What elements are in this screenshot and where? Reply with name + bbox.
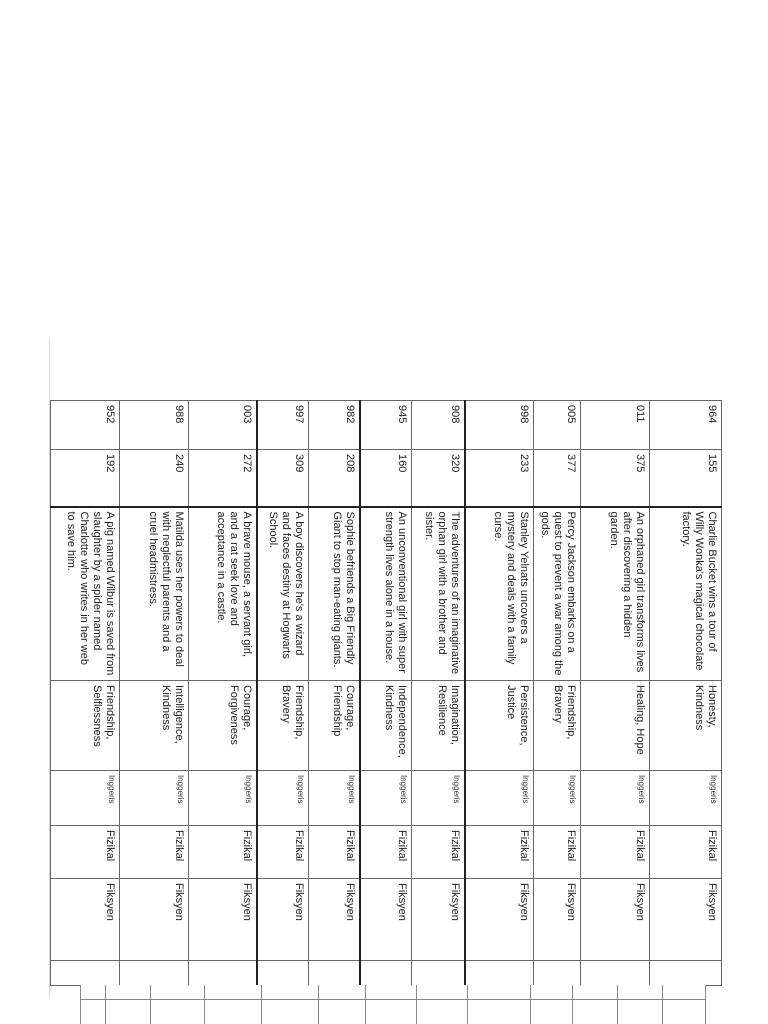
table-row — [650, 401, 722, 986]
genre-cell: Fiksyen — [580, 879, 650, 961]
table-row — [465, 401, 534, 986]
extra-cell — [257, 961, 308, 986]
pages-cell: 240 — [119, 450, 189, 507]
format-cell: Fizikal — [308, 826, 360, 879]
summary-cell: The adventures of an imaginative orphan girl with a brother and sister. — [412, 507, 465, 681]
themes-cell: Friendship, Selflessness — [51, 681, 120, 771]
themes-cell: Independence, Kindness — [360, 681, 411, 771]
summary-cell: Charlie Bucket wins a tour of Willy Wonka's magical chocolate factory. — [650, 507, 722, 681]
code-cell: 964 — [650, 401, 722, 450]
table-row — [360, 401, 411, 986]
pages-cell: 377 — [533, 450, 580, 507]
genre-cell: Fiksyen — [119, 879, 189, 961]
extra-cell — [533, 961, 580, 986]
language-cell: Inggeris — [189, 771, 258, 826]
pages-cell: 272 — [189, 450, 258, 507]
genre-cell: Fiksyen — [360, 879, 411, 961]
table-row — [412, 401, 465, 986]
pages-cell: 320 — [412, 450, 465, 507]
code-cell: 988 — [119, 401, 189, 450]
language-cell: Inggeris — [412, 771, 465, 826]
format-cell: Fizikal — [119, 826, 189, 879]
summary-cell: A brave mouse, a servant girl, and a rat seek love and acceptance in a castle. — [189, 507, 258, 681]
summary-cell: Stanley Yelnats uncovers a mystery and deals with a family curse. — [465, 507, 534, 681]
table-row — [308, 401, 360, 986]
genre-cell: Fiksyen — [257, 879, 308, 961]
themes-cell: Courage, Forgiveness — [189, 681, 258, 771]
pages-cell: 233 — [465, 450, 534, 507]
table-row — [189, 401, 258, 986]
code-cell: 998 — [465, 401, 534, 450]
themes-cell: Friendship, Bravery — [533, 681, 580, 771]
format-cell: Fizikal — [465, 826, 534, 879]
extra-cell — [465, 961, 534, 986]
summary-cell: A pig named Wilbur is saved from slaughter by a spider named Charlotte who writes in her web to save him. — [51, 507, 120, 681]
table-row — [119, 401, 189, 986]
rotated-table-wrapper — [50, 400, 722, 985]
language-cell: Inggeris — [465, 771, 534, 826]
language-cell: Inggeris — [360, 771, 411, 826]
pages-cell: 208 — [308, 450, 360, 507]
format-cell: Fizikal — [533, 826, 580, 879]
format-cell: Fizikal — [51, 826, 120, 879]
genre-cell: Fiksyen — [51, 879, 120, 961]
themes-cell: Intelligence, Kindness — [119, 681, 189, 771]
format-cell: Fizikal — [412, 826, 465, 879]
summary-cell: Matilda uses her powers to deal with neglectful parents and a cruel headmistress. — [119, 507, 189, 681]
language-cell: Inggeris — [308, 771, 360, 826]
genre-cell: Fiksyen — [412, 879, 465, 961]
pages-cell: 160 — [360, 450, 411, 507]
genre-cell: Fiksyen — [533, 879, 580, 961]
extra-cell — [51, 961, 120, 986]
language-cell: Inggeris — [119, 771, 189, 826]
summary-cell: Sophie befriends a Big Friendly Giant to stop man-eating giants. — [308, 507, 360, 681]
language-cell: Inggeris — [51, 771, 120, 826]
genre-cell: Fiksyen — [189, 879, 258, 961]
genre-cell: Fiksyen — [465, 879, 534, 961]
code-cell: 982 — [308, 401, 360, 450]
code-cell: 997 — [257, 401, 308, 450]
code-cell: 005 — [533, 401, 580, 450]
extra-cell — [360, 961, 411, 986]
code-cell: 952 — [51, 401, 120, 450]
themes-cell: Healing, Hope — [580, 681, 650, 771]
themes-cell: Friendship, Bravery — [257, 681, 308, 771]
format-cell: Fizikal — [360, 826, 411, 879]
themes-cell: Imagination, Resilience — [412, 681, 465, 771]
code-cell: 003 — [189, 401, 258, 450]
format-cell: Fizikal — [189, 826, 258, 879]
summary-cell: An orphaned girl transforms lives after discovering a hidden garden. — [580, 507, 650, 681]
code-cell: 945 — [360, 401, 411, 450]
table-row — [580, 401, 650, 986]
summary-cell: Percy Jackson embarks on a quest to prevent a war among the gods. — [533, 507, 580, 681]
pages-cell: 192 — [51, 450, 120, 507]
pages-cell: 309 — [257, 450, 308, 507]
pages-cell: 155 — [650, 450, 722, 507]
language-cell: Inggeris — [257, 771, 308, 826]
summary-cell: A boy discovers he's a wizard and faces destiny at Hogwarts School. — [257, 507, 308, 681]
themes-cell: Persistence, Justice — [465, 681, 534, 771]
code-cell: 011 — [580, 401, 650, 450]
table-row — [257, 401, 308, 986]
extra-cell — [650, 961, 722, 986]
extra-cell — [119, 961, 189, 986]
genre-cell: Fiksyen — [650, 879, 722, 961]
pages-cell: 375 — [580, 450, 650, 507]
themes-cell: Honesty, Kindness — [650, 681, 722, 771]
table-row — [533, 401, 580, 986]
extra-cell — [580, 961, 650, 986]
format-cell: Fizikal — [257, 826, 308, 879]
genre-cell: Fiksyen — [308, 879, 360, 961]
table-row — [51, 401, 120, 986]
summary-cell: An unconventional girl with super strength lives alone in a house. — [360, 507, 411, 681]
language-cell: Inggeris — [650, 771, 722, 826]
format-cell: Fizikal — [650, 826, 722, 879]
language-cell: Inggeris — [580, 771, 650, 826]
extra-cell — [412, 961, 465, 986]
secondary-sheet-fragment — [80, 985, 706, 1024]
book-table — [50, 400, 722, 986]
language-cell: Inggeris — [533, 771, 580, 826]
format-cell: Fizikal — [580, 826, 650, 879]
code-cell: 908 — [412, 401, 465, 450]
themes-cell: Courage, Friendship — [308, 681, 360, 771]
extra-cell — [308, 961, 360, 986]
extra-cell — [189, 961, 258, 986]
